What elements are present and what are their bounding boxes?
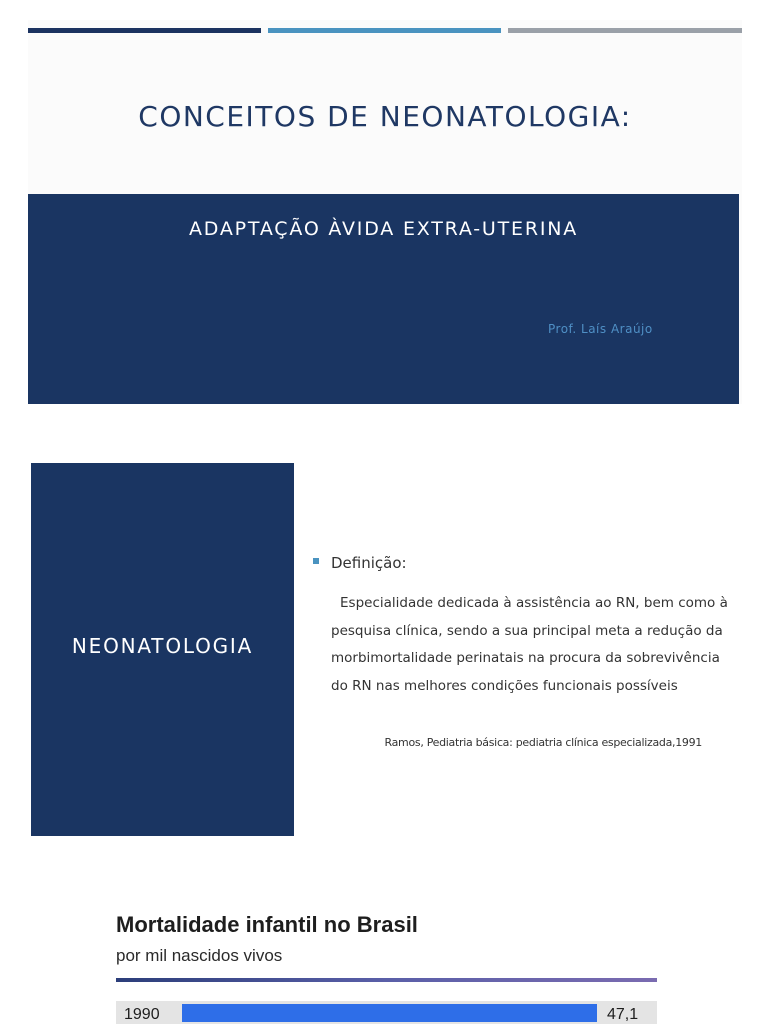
chart-rule (116, 978, 657, 982)
citation: Ramos, Pediatria básica: pediatria clínica especializada,1991 (384, 736, 702, 749)
definition-line: Especialidade dedicada à assistência ao RN, bem como à (340, 595, 728, 611)
definition-heading: Definição: (331, 554, 407, 572)
slide-subtitle: ADAPTAÇÃO ÀVIDA EXTRA-UTERINA (188, 218, 579, 240)
accent-bar-navy (28, 28, 261, 33)
subtitle-band (28, 194, 739, 404)
definition-line: morbimortalidade perinatais na procura da sobrevivência (331, 650, 720, 666)
accent-bar-gray (508, 28, 742, 33)
definition-line: pesquisa clínica, sendo a sua principal meta a redução da (331, 622, 723, 639)
bar-category-label: 1990 (124, 1006, 160, 1023)
slide-title: CONCEITOS DE NEONATOLOGIA: (138, 100, 632, 133)
author-name: Prof. Laís Araújo (548, 322, 653, 336)
title-slide (28, 20, 742, 404)
section-panel (31, 463, 294, 836)
chart-subtitle: por mil nascidos vivos (116, 946, 283, 965)
section-title: NEONATOLOGIA (71, 634, 254, 658)
bar (182, 1004, 597, 1022)
bar-chart (116, 1001, 657, 1024)
chart-title: Mortalidade infantil no Brasil (116, 912, 418, 937)
mortality-chart (110, 900, 670, 1024)
bar-value-label: 47,1 (607, 1006, 639, 1023)
definition-text (331, 590, 731, 700)
accent-bar-blue (268, 28, 501, 33)
definition-line: do RN nas melhores condições funcionais possíveis (331, 677, 678, 694)
square-bullet-icon (313, 558, 319, 564)
definition-slide (28, 440, 742, 848)
